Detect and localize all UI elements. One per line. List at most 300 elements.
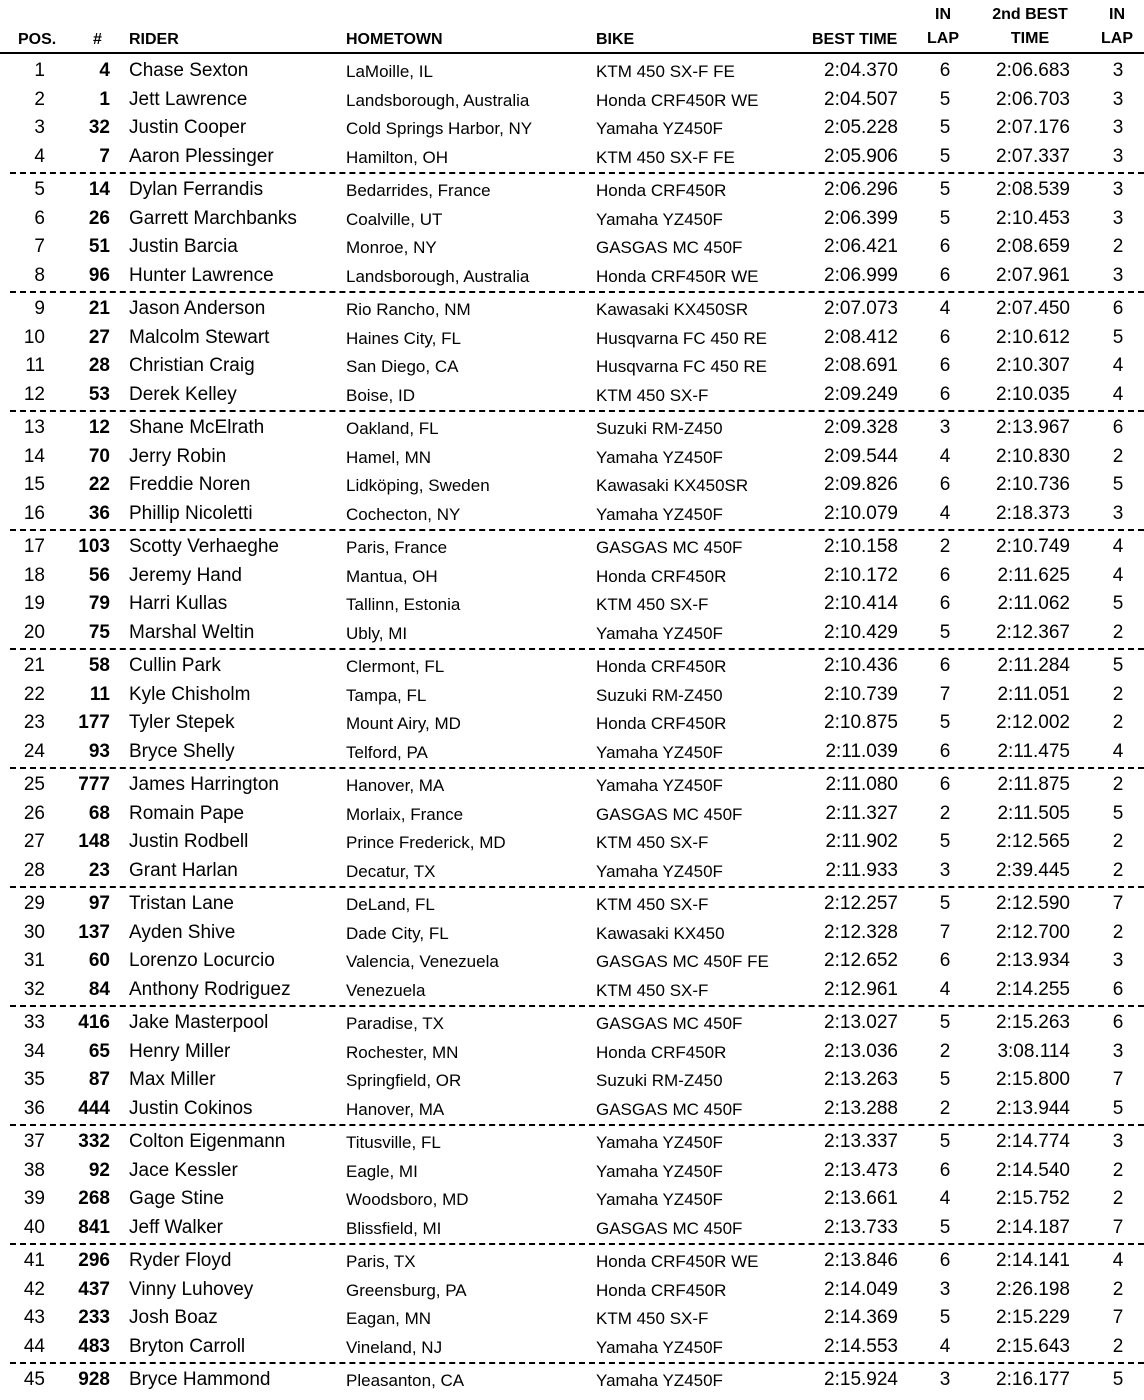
best-time-cell: 2:10.414 xyxy=(824,593,898,615)
position-cell: 9 xyxy=(34,298,45,319)
second-best-lap-cell: 4 xyxy=(1112,355,1124,377)
position-cell: 23 xyxy=(23,712,45,734)
rider-name-cell: Henry Miller xyxy=(129,1040,231,1062)
second-best-lap-cell: 2 xyxy=(1112,831,1124,853)
second-best-time-cell: 2:07.961 xyxy=(996,265,1070,287)
table-row xyxy=(0,889,1144,918)
bike-cell: Kawasaki KX450 xyxy=(596,923,725,943)
header-hometown: HOMETOWN xyxy=(346,31,443,48)
group-divider xyxy=(10,1243,1144,1245)
second-best-lap-cell: 3 xyxy=(1112,60,1124,81)
table-row xyxy=(0,532,1144,561)
rider-number-cell: 97 xyxy=(88,893,110,914)
second-best-time-cell: 2:26.198 xyxy=(996,1278,1070,1300)
position-cell: 37 xyxy=(23,1131,45,1152)
bike-cell: Honda CRF450R xyxy=(596,1280,727,1300)
rider-number-cell: 23 xyxy=(88,860,110,882)
table-row xyxy=(0,1037,1144,1066)
best-time-cell: 2:06.421 xyxy=(824,236,898,258)
hometown-cell: Vineland, NJ xyxy=(346,1338,443,1358)
position-cell: 5 xyxy=(34,179,45,200)
best-time-cell: 2:09.249 xyxy=(824,384,898,406)
second-best-lap-cell: 3 xyxy=(1112,88,1124,110)
bike-cell: KTM 450 SX-F FE xyxy=(596,148,735,168)
table-row xyxy=(0,85,1144,114)
table-row xyxy=(0,232,1144,261)
rider-number-cell: 68 xyxy=(88,802,110,824)
position-cell: 41 xyxy=(23,1250,45,1271)
second-best-time-cell: 2:14.255 xyxy=(996,979,1070,1001)
second-best-time-cell: 2:07.450 xyxy=(996,298,1070,319)
bike-cell: Yamaha YZ450F xyxy=(596,505,723,525)
best-lap-cell: 6 xyxy=(939,265,951,287)
header-in-lap-2-line2: LAP xyxy=(1101,30,1133,47)
rider-name-cell: Josh Boaz xyxy=(129,1307,218,1329)
best-lap-cell: 2 xyxy=(939,802,951,824)
header-second-best-line1: 2nd BEST xyxy=(992,6,1068,23)
group-divider xyxy=(10,1362,1144,1364)
bike-cell: Yamaha YZ450F xyxy=(596,743,723,763)
second-best-time-cell: 2:13.934 xyxy=(996,950,1070,972)
best-time-cell: 2:13.036 xyxy=(824,1040,898,1062)
best-time-cell: 2:08.412 xyxy=(824,326,898,348)
second-best-time-cell: 2:15.643 xyxy=(996,1336,1070,1358)
second-best-lap-cell: 2 xyxy=(1112,1159,1124,1181)
best-lap-cell: 5 xyxy=(939,622,951,644)
best-time-cell: 2:13.733 xyxy=(824,1217,898,1239)
second-best-lap-cell: 5 xyxy=(1112,1369,1124,1390)
hometown-cell: Boise, ID xyxy=(346,386,415,406)
second-best-lap-cell: 7 xyxy=(1112,893,1124,914)
second-best-time-cell: 2:11.475 xyxy=(997,741,1070,763)
hometown-cell: Decatur, TX xyxy=(346,862,436,882)
position-cell: 38 xyxy=(23,1159,45,1181)
best-lap-cell: 5 xyxy=(939,1217,951,1239)
header-rider: RIDER xyxy=(129,31,179,48)
second-best-time-cell: 2:10.307 xyxy=(996,355,1070,377)
bike-cell: Honda CRF450R xyxy=(596,566,727,586)
best-time-cell: 2:10.436 xyxy=(824,655,898,676)
rider-number-cell: 7 xyxy=(99,146,110,168)
position-cell: 3 xyxy=(34,117,45,139)
bike-cell: GASGAS MC 450F xyxy=(596,538,743,557)
best-lap-cell: 5 xyxy=(939,179,951,200)
best-lap-cell: 5 xyxy=(939,88,951,110)
best-lap-cell: 5 xyxy=(939,207,951,229)
bike-cell: Yamaha YZ450F xyxy=(596,209,723,229)
second-best-lap-cell: 7 xyxy=(1112,1217,1124,1239)
hometown-cell: Landsborough, Australia xyxy=(346,267,530,287)
best-lap-cell: 4 xyxy=(939,979,951,1001)
table-row xyxy=(0,323,1144,352)
table-row xyxy=(0,589,1144,618)
second-best-time-cell: 2:12.565 xyxy=(996,831,1070,853)
rider-name-cell: Tristan Lane xyxy=(129,893,234,914)
rider-number-cell: 11 xyxy=(89,683,110,705)
best-lap-cell: 6 xyxy=(939,774,951,795)
second-best-time-cell: 2:12.590 xyxy=(996,893,1070,914)
rider-number-cell: 268 xyxy=(78,1188,110,1210)
table-row xyxy=(0,770,1144,799)
hometown-cell: Tallinn, Estonia xyxy=(346,595,461,615)
rider-name-cell: Jake Masterpool xyxy=(129,1012,269,1033)
table-row xyxy=(0,1184,1144,1213)
rider-name-cell: Jerry Robin xyxy=(129,445,227,467)
position-cell: 16 xyxy=(23,503,45,525)
bike-cell: Kawasaki KX450SR xyxy=(596,300,749,319)
table-row xyxy=(0,618,1144,647)
rider-name-cell: Vinny Luhovey xyxy=(129,1278,254,1300)
hometown-cell: Cochecton, NY xyxy=(346,505,461,525)
header-in-lap-2-line1: IN xyxy=(1109,6,1125,23)
second-best-lap-cell: 2 xyxy=(1112,622,1124,644)
second-best-lap-cell: 7 xyxy=(1112,1069,1124,1091)
best-time-cell: 2:12.257 xyxy=(824,893,898,914)
rider-name-cell: Tyler Stepek xyxy=(129,712,235,734)
table-row xyxy=(0,708,1144,737)
hometown-cell: Titusville, FL xyxy=(346,1133,441,1152)
best-lap-cell: 6 xyxy=(939,741,951,763)
second-best-lap-cell: 7 xyxy=(1112,1307,1124,1329)
hometown-cell: Landsborough, Australia xyxy=(346,90,530,110)
group-divider xyxy=(10,410,1144,412)
table-row xyxy=(0,1246,1144,1275)
bike-cell: Suzuki RM-Z450 xyxy=(596,685,723,705)
position-cell: 33 xyxy=(23,1012,45,1033)
rider-name-cell: Bryce Hammond xyxy=(129,1369,271,1390)
best-lap-cell: 5 xyxy=(939,893,951,914)
rider-number-cell: 79 xyxy=(88,593,110,615)
best-lap-cell: 6 xyxy=(939,384,951,406)
second-best-lap-cell: 4 xyxy=(1112,741,1124,763)
table-row xyxy=(0,827,1144,856)
best-lap-cell: 5 xyxy=(939,117,951,139)
position-cell: 42 xyxy=(23,1278,45,1300)
best-time-cell: 2:13.288 xyxy=(824,1098,898,1120)
best-time-cell: 2:09.826 xyxy=(824,474,898,496)
hometown-cell: Haines City, FL xyxy=(346,328,461,348)
position-cell: 13 xyxy=(23,417,45,438)
rider-number-cell: 26 xyxy=(88,207,110,229)
position-cell: 35 xyxy=(23,1069,45,1091)
hometown-cell: Woodsboro, MD xyxy=(346,1190,469,1210)
best-time-cell: 2:10.079 xyxy=(824,503,898,525)
second-best-time-cell: 2:39.445 xyxy=(996,860,1070,882)
best-time-cell: 2:13.846 xyxy=(824,1250,898,1271)
hometown-cell: Telford, PA xyxy=(346,743,428,763)
second-best-lap-cell: 2 xyxy=(1112,860,1124,882)
table-row xyxy=(0,1365,1144,1394)
hometown-cell: Cold Springs Harbor, NY xyxy=(346,119,533,139)
second-best-time-cell: 2:14.141 xyxy=(996,1250,1070,1271)
rider-name-cell: Ayden Shive xyxy=(129,921,236,943)
best-lap-cell: 7 xyxy=(939,683,951,705)
second-best-lap-cell: 3 xyxy=(1112,207,1124,229)
group-divider xyxy=(10,1124,1144,1126)
position-cell: 2 xyxy=(34,88,45,110)
rider-name-cell: Harri Kullas xyxy=(129,593,228,615)
second-best-lap-cell: 5 xyxy=(1112,474,1124,496)
second-best-lap-cell: 6 xyxy=(1112,417,1124,438)
second-best-time-cell: 2:06.703 xyxy=(996,88,1070,110)
bike-cell: Honda CRF450R WE xyxy=(596,90,759,110)
best-time-cell: 2:13.473 xyxy=(824,1159,898,1181)
best-lap-cell: 4 xyxy=(939,298,951,319)
bike-cell: Yamaha YZ450F xyxy=(596,1133,723,1152)
position-cell: 26 xyxy=(23,802,45,824)
best-time-cell: 2:06.999 xyxy=(824,265,898,287)
second-best-time-cell: 2:10.453 xyxy=(996,207,1070,229)
bike-cell: Kawasaki KX450SR xyxy=(596,476,749,496)
hometown-cell: Rio Rancho, NM xyxy=(346,300,471,319)
rider-number-cell: 87 xyxy=(88,1069,110,1091)
table-row xyxy=(0,856,1144,885)
second-best-lap-cell: 6 xyxy=(1112,298,1124,319)
second-best-time-cell: 2:06.683 xyxy=(996,60,1070,81)
second-best-time-cell: 2:11.875 xyxy=(997,774,1070,795)
second-best-time-cell: 2:12.367 xyxy=(996,622,1070,644)
second-best-lap-cell: 2 xyxy=(1112,683,1124,705)
second-best-lap-cell: 4 xyxy=(1112,1250,1124,1271)
best-time-cell: 2:06.296 xyxy=(824,179,898,200)
second-best-lap-cell: 5 xyxy=(1112,655,1124,676)
bike-cell: Yamaha YZ450F xyxy=(596,1371,723,1390)
second-best-lap-cell: 2 xyxy=(1112,712,1124,734)
rider-name-cell: Anthony Rodriguez xyxy=(129,979,291,1001)
best-lap-cell: 3 xyxy=(939,417,951,438)
position-cell: 44 xyxy=(23,1336,45,1358)
second-best-time-cell: 2:10.612 xyxy=(996,326,1070,348)
header-in-lap-line2: LAP xyxy=(927,30,959,47)
bike-cell: GASGAS MC 450F xyxy=(596,1014,743,1033)
rider-name-cell: Scotty Verhaeghe xyxy=(129,536,279,557)
group-divider xyxy=(10,172,1144,174)
position-cell: 36 xyxy=(23,1098,45,1120)
rider-name-cell: Aaron Plessinger xyxy=(129,146,274,168)
position-cell: 29 xyxy=(23,893,45,914)
table-row xyxy=(0,442,1144,471)
second-best-time-cell: 2:13.967 xyxy=(996,417,1070,438)
second-best-time-cell: 2:10.736 xyxy=(996,474,1070,496)
table-row xyxy=(0,1303,1144,1332)
best-lap-cell: 5 xyxy=(939,1307,951,1329)
bike-cell: Honda CRF450R xyxy=(596,1042,727,1062)
second-best-lap-cell: 3 xyxy=(1112,1131,1124,1152)
hometown-cell: LaMoille, IL xyxy=(346,62,433,81)
best-lap-cell: 2 xyxy=(939,1040,951,1062)
rider-name-cell: Justin Cokinos xyxy=(129,1098,253,1120)
rider-name-cell: Jeremy Hand xyxy=(129,564,242,586)
hometown-cell: Morlaix, France xyxy=(346,804,464,824)
rider-name-cell: Jeff Walker xyxy=(129,1217,223,1239)
best-time-cell: 2:09.328 xyxy=(824,417,898,438)
second-best-time-cell: 2:11.051 xyxy=(997,683,1070,705)
second-best-lap-cell: 2 xyxy=(1112,774,1124,795)
group-divider xyxy=(10,529,1144,531)
second-best-time-cell: 2:10.830 xyxy=(996,445,1070,467)
position-cell: 11 xyxy=(25,355,45,377)
hometown-cell: Hanover, MA xyxy=(346,1100,445,1120)
rider-name-cell: Kyle Chisholm xyxy=(129,683,251,705)
best-time-cell: 2:11.327 xyxy=(825,802,898,824)
position-cell: 27 xyxy=(23,831,45,853)
best-time-cell: 2:10.875 xyxy=(824,712,898,734)
table-row xyxy=(0,470,1144,499)
table-row xyxy=(0,113,1144,142)
bike-cell: KTM 450 SX-F xyxy=(596,595,709,615)
hometown-cell: Mantua, OH xyxy=(346,566,438,586)
best-lap-cell: 3 xyxy=(939,1369,951,1390)
best-time-cell: 2:14.553 xyxy=(824,1336,898,1358)
best-time-cell: 2:13.661 xyxy=(824,1188,898,1210)
second-best-lap-cell: 4 xyxy=(1112,384,1124,406)
second-best-lap-cell: 2 xyxy=(1112,236,1124,258)
rider-name-cell: Colton Eigenmann xyxy=(129,1131,286,1152)
hometown-cell: Clermont, FL xyxy=(346,657,445,676)
rider-number-cell: 437 xyxy=(78,1278,110,1300)
rider-name-cell: Gage Stine xyxy=(129,1188,225,1210)
hometown-cell: Hamel, MN xyxy=(346,447,432,467)
bike-cell: GASGAS MC 450F xyxy=(596,1219,743,1239)
hometown-cell: Monroe, NY xyxy=(346,238,437,258)
bike-cell: KTM 450 SX-F xyxy=(596,981,709,1001)
header-pos: POS. xyxy=(18,31,57,48)
second-best-time-cell: 2:15.229 xyxy=(996,1307,1070,1329)
rider-number-cell: 777 xyxy=(78,774,110,795)
second-best-lap-cell: 5 xyxy=(1112,593,1124,615)
second-best-lap-cell: 4 xyxy=(1112,536,1124,557)
rider-name-cell: Bryce Shelly xyxy=(129,741,235,763)
position-cell: 21 xyxy=(23,655,45,676)
table-row xyxy=(0,799,1144,828)
position-cell: 31 xyxy=(23,950,45,972)
best-time-cell: 2:09.544 xyxy=(824,445,898,467)
second-best-lap-cell: 2 xyxy=(1112,1278,1124,1300)
hometown-cell: Bedarrides, France xyxy=(346,181,491,200)
bike-cell: Yamaha YZ450F xyxy=(596,119,723,139)
hometown-cell: Blissfield, MI xyxy=(346,1219,442,1239)
rider-name-cell: Freddie Noren xyxy=(129,474,251,496)
position-cell: 10 xyxy=(23,326,45,348)
rider-name-cell: Marshal Weltin xyxy=(129,622,255,644)
group-divider xyxy=(10,767,1144,769)
rider-number-cell: 84 xyxy=(88,979,110,1001)
best-time-cell: 2:10.158 xyxy=(824,536,898,557)
second-best-time-cell: 2:10.749 xyxy=(996,536,1070,557)
table-row xyxy=(0,975,1144,1004)
second-best-time-cell: 2:14.187 xyxy=(996,1217,1070,1239)
position-cell: 25 xyxy=(23,774,45,795)
bike-cell: GASGAS MC 450F FE xyxy=(596,952,769,972)
rider-number-cell: 233 xyxy=(78,1307,110,1329)
second-best-time-cell: 2:15.800 xyxy=(996,1069,1070,1091)
table-row xyxy=(0,142,1144,171)
position-cell: 19 xyxy=(23,593,45,615)
best-lap-cell: 5 xyxy=(939,831,951,853)
second-best-lap-cell: 2 xyxy=(1112,445,1124,467)
best-time-cell: 2:14.049 xyxy=(824,1278,898,1300)
table-row xyxy=(0,1065,1144,1094)
rider-number-cell: 32 xyxy=(88,117,110,139)
rider-number-cell: 841 xyxy=(78,1217,110,1239)
table-row xyxy=(0,680,1144,709)
position-cell: 17 xyxy=(23,536,45,557)
rider-name-cell: Grant Harlan xyxy=(129,860,238,882)
header-bike: BIKE xyxy=(596,31,635,48)
hometown-cell: Coalville, UT xyxy=(346,209,443,229)
hometown-cell: Hanover, MA xyxy=(346,776,445,795)
best-lap-cell: 6 xyxy=(939,655,951,676)
best-lap-cell: 2 xyxy=(939,1098,951,1120)
bike-cell: Husqvarna FC 450 RE xyxy=(596,357,768,377)
best-lap-cell: 6 xyxy=(939,474,951,496)
bike-cell: Yamaha YZ450F xyxy=(596,776,723,795)
position-cell: 20 xyxy=(23,622,45,644)
rider-number-cell: 60 xyxy=(88,950,110,972)
best-lap-cell: 6 xyxy=(939,1159,951,1181)
best-lap-cell: 6 xyxy=(939,950,951,972)
table-row xyxy=(0,1127,1144,1156)
hometown-cell: Paradise, TX xyxy=(346,1014,444,1033)
group-divider xyxy=(10,886,1144,888)
group-divider xyxy=(10,291,1144,293)
best-time-cell: 2:14.369 xyxy=(824,1307,898,1329)
bike-cell: Yamaha YZ450F xyxy=(596,1338,723,1358)
rider-number-cell: 928 xyxy=(78,1369,110,1390)
position-cell: 12 xyxy=(23,384,45,406)
second-best-time-cell: 2:12.002 xyxy=(996,712,1070,734)
rider-number-cell: 296 xyxy=(78,1250,110,1271)
second-best-lap-cell: 3 xyxy=(1112,117,1124,139)
hometown-cell: Eagle, MI xyxy=(346,1161,418,1181)
position-cell: 39 xyxy=(23,1188,45,1210)
best-lap-cell: 2 xyxy=(939,536,951,557)
second-best-lap-cell: 5 xyxy=(1112,802,1124,824)
header-second-best-line2: TIME xyxy=(1010,30,1050,47)
second-best-lap-cell: 6 xyxy=(1112,979,1124,1001)
bike-cell: Yamaha YZ450F xyxy=(596,1161,723,1181)
best-time-cell: 2:05.906 xyxy=(824,146,898,168)
rider-number-cell: 58 xyxy=(88,655,110,676)
table-row xyxy=(0,351,1144,380)
hometown-cell: Ubly, MI xyxy=(346,624,408,644)
second-best-lap-cell: 5 xyxy=(1112,1098,1124,1120)
best-time-cell: 2:11.933 xyxy=(825,860,898,882)
table-row xyxy=(0,918,1144,947)
bike-cell: KTM 450 SX-F xyxy=(596,895,709,914)
second-best-lap-cell: 3 xyxy=(1112,146,1124,168)
hometown-cell: Venezuela xyxy=(346,981,426,1001)
second-best-lap-cell: 3 xyxy=(1112,503,1124,525)
best-time-cell: 2:11.039 xyxy=(825,741,898,763)
second-best-lap-cell: 5 xyxy=(1112,326,1124,348)
position-cell: 6 xyxy=(34,207,45,229)
rider-number-cell: 332 xyxy=(78,1131,110,1152)
best-time-cell: 2:13.263 xyxy=(824,1069,898,1091)
best-lap-cell: 5 xyxy=(939,712,951,734)
best-lap-cell: 6 xyxy=(939,355,951,377)
position-cell: 24 xyxy=(23,741,45,763)
table-row xyxy=(0,1332,1144,1361)
second-best-time-cell: 2:08.539 xyxy=(996,179,1070,200)
rider-name-cell: Justin Rodbell xyxy=(129,831,249,853)
rider-number-cell: 51 xyxy=(88,236,110,258)
position-cell: 45 xyxy=(23,1369,45,1390)
rider-name-cell: Lorenzo Locurcio xyxy=(129,950,275,972)
group-divider xyxy=(10,1005,1144,1007)
best-lap-cell: 6 xyxy=(939,60,951,81)
second-best-time-cell: 2:15.752 xyxy=(996,1188,1070,1210)
